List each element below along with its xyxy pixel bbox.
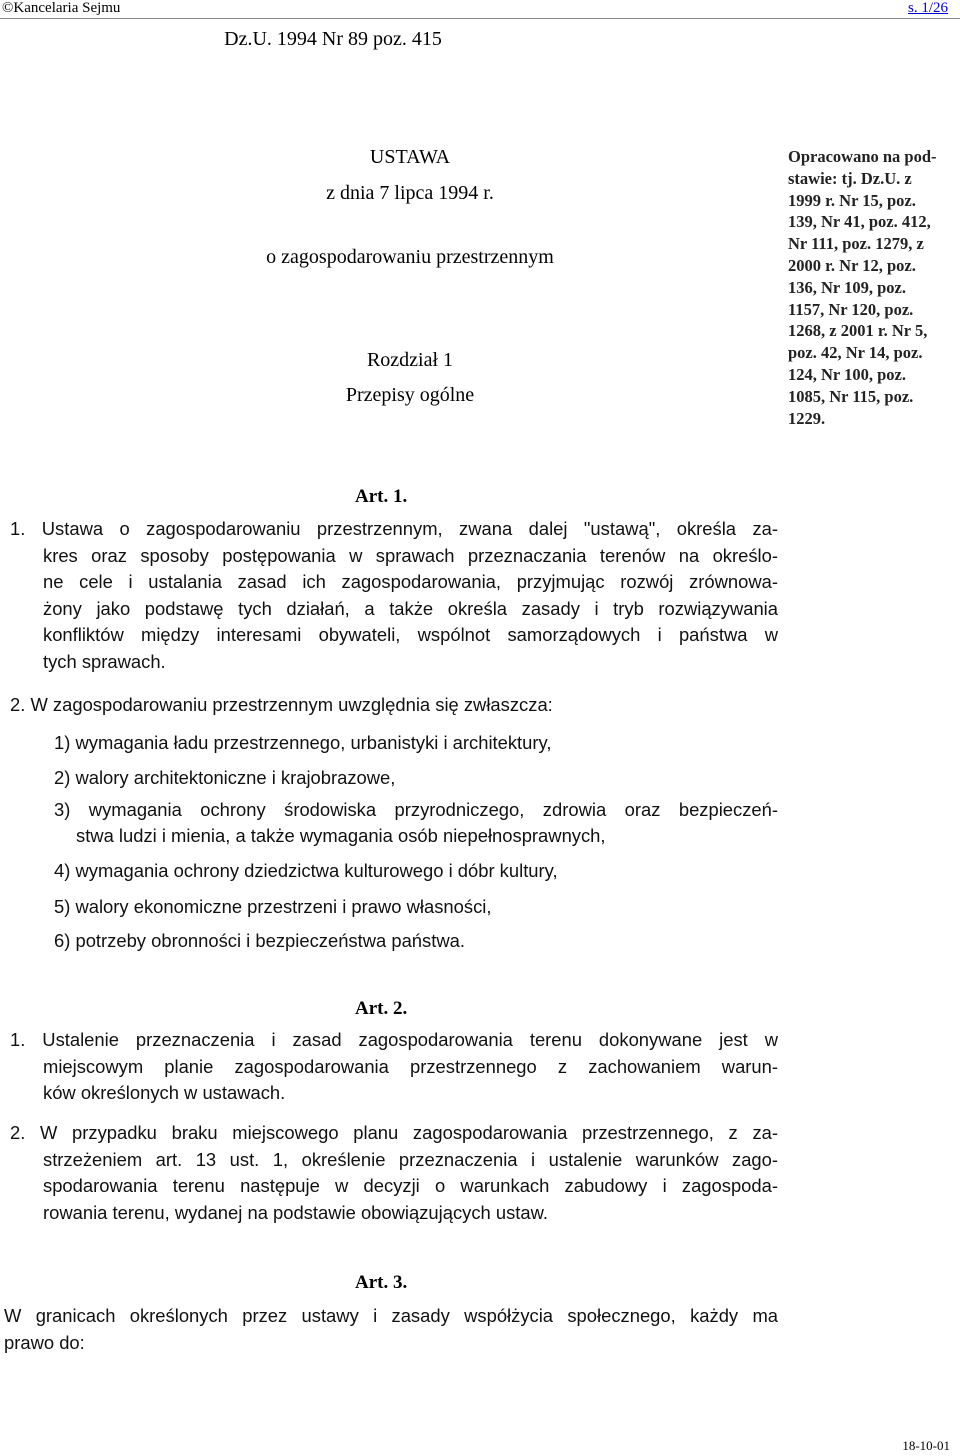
art3-para1-line: prawo do: — [4, 1331, 85, 1353]
art2-heading: Art. 2. — [355, 998, 408, 1019]
copyright-label: ©Kancelaria Sejmu — [2, 0, 121, 16]
art2-para1-line: miejscowym planie zagospodarowania przestrzennego z zachowaniem warun- — [43, 1055, 778, 1077]
art1-para2-line: 2. W zagospodarowaniu przestrzennym uwzględnia się zwłaszcza: — [10, 694, 553, 715]
header-bar — [0, 0, 960, 19]
art1-para1-line: konfliktów między interesami obywateli, wspólnot samorządowych i państwa w — [43, 624, 778, 645]
act-type: USTAWA — [369, 146, 451, 168]
sidenote-line: 139, Nr 41, poz. 412, — [788, 212, 931, 232]
art1-para2 — [10, 692, 778, 719]
sidenote-line: 1157, Nr 120, poz. — [788, 299, 914, 319]
sidenote-line: 1085, Nr 115, poz. — [788, 386, 914, 406]
page-indicator-link[interactable]: s. 1/26 — [907, 0, 948, 16]
art1-list-item: 2) walory architektoniczne i krajobrazowe, — [54, 767, 396, 788]
sidenote-line: 124, Nr 100, poz. — [788, 364, 906, 384]
sidenote-line: 136, Nr 109, poz. — [788, 277, 906, 297]
document-number: Dz.U. 1994 Nr 89 poz. 415 — [224, 28, 442, 50]
art1-para1-line: żony jako podstawę tych działań, a także określa zasady i tryb rozwiązywania — [43, 597, 778, 619]
chapter-title: Przepisy ogólne — [345, 384, 475, 406]
sidenote-line: Opracowano na pod- — [788, 147, 937, 166]
art1-para1-line: ne cele i ustalania zasad ich zagospodarowania, przyjmując rozwój zrównowa- — [43, 571, 778, 592]
sidenote-line: stawie: tj. Dz.U. z — [788, 168, 912, 188]
art2-para2-line: strzeżeniem art. 13 ust. 1, określenie przeznaczenia i ustalenie warunków zago- — [43, 1148, 778, 1170]
art1-list-item-cont: stwa ludzi i mienia, a także wymagania osób niepełnosprawnych, — [76, 825, 606, 846]
art2-para2 — [10, 1120, 778, 1226]
sidenote-line: 1229. — [788, 408, 826, 428]
act-date: z dnia 7 lipca 1994 r. — [326, 182, 494, 204]
art1-list-item: 3) wymagania ochrony środowiska przyrodniczego, zdrowia oraz bezpieczeń- — [54, 799, 778, 820]
footer-date: 18-10-01 — [902, 1438, 950, 1453]
art1-para1-line: kres oraz sposoby postępowania w sprawach przeznaczania terenów na określo- — [43, 544, 778, 566]
art2-para1-line: 1. Ustalenie przeznaczenia i zasad zagospodarowania terenu dokonywane jest w — [10, 1029, 778, 1050]
sidenote-line: 2000 r. Nr 12, poz. — [788, 255, 916, 275]
chapter-number: Rozdział 1 — [366, 349, 454, 371]
art2-para2-line: spodarowania terenu następuje w decyzji o warunkach zabudowy i zagospoda- — [43, 1175, 778, 1196]
art1-para1-line: 1. Ustawa o zagospodarowaniu przestrzennym, zwana dalej "ustawą", określa za- — [10, 518, 778, 539]
art2-para2-line: 2. W przypadku braku miejscowego planu zagospodarowania przestrzennego, z za- — [10, 1122, 778, 1143]
art1-list-item: 6) potrzeby obronności i bezpieczeństwa państwa. — [54, 930, 465, 951]
source-sidenote — [788, 146, 960, 429]
art2-para1 — [10, 1027, 778, 1107]
art2-para1-line: ków określonych w ustawach. — [43, 1082, 286, 1103]
sidenote-line: 1999 r. Nr 15, poz. — [788, 190, 916, 210]
art1-list-item: 5) walory ekonomiczne przestrzeni i prawo własności, — [54, 896, 492, 917]
art1-heading: Art. 1. — [355, 486, 408, 507]
art1-para1 — [10, 516, 778, 675]
art1-list-item: 1) wymagania ładu przestrzennego, urbanistyki i architektury, — [54, 732, 552, 753]
art2-para2-line: rowania terenu, wydanej na podstawie obowiązujących ustaw. — [43, 1201, 549, 1223]
art3-heading: Art. 3. — [355, 1272, 408, 1293]
art3-para1 — [4, 1303, 778, 1356]
sidenote-line: poz. 42, Nr 14, poz. — [788, 343, 923, 363]
art3-para1-line: W granicach określonych przez ustawy i zasady współżycia społecznego, każdy ma — [4, 1305, 778, 1326]
art1-list-item: 4) wymagania ochrony dziedzictwa kulturowego i dóbr kultury, — [54, 860, 558, 881]
sidenote-line: 1268, z 2001 r. Nr 5, — [788, 321, 928, 341]
act-subject: o zagospodarowaniu przestrzennym — [266, 246, 554, 268]
sidenote-line: Nr 111, poz. 1279, z — [788, 234, 924, 254]
art1-para1-line: tych sprawach. — [43, 650, 166, 672]
